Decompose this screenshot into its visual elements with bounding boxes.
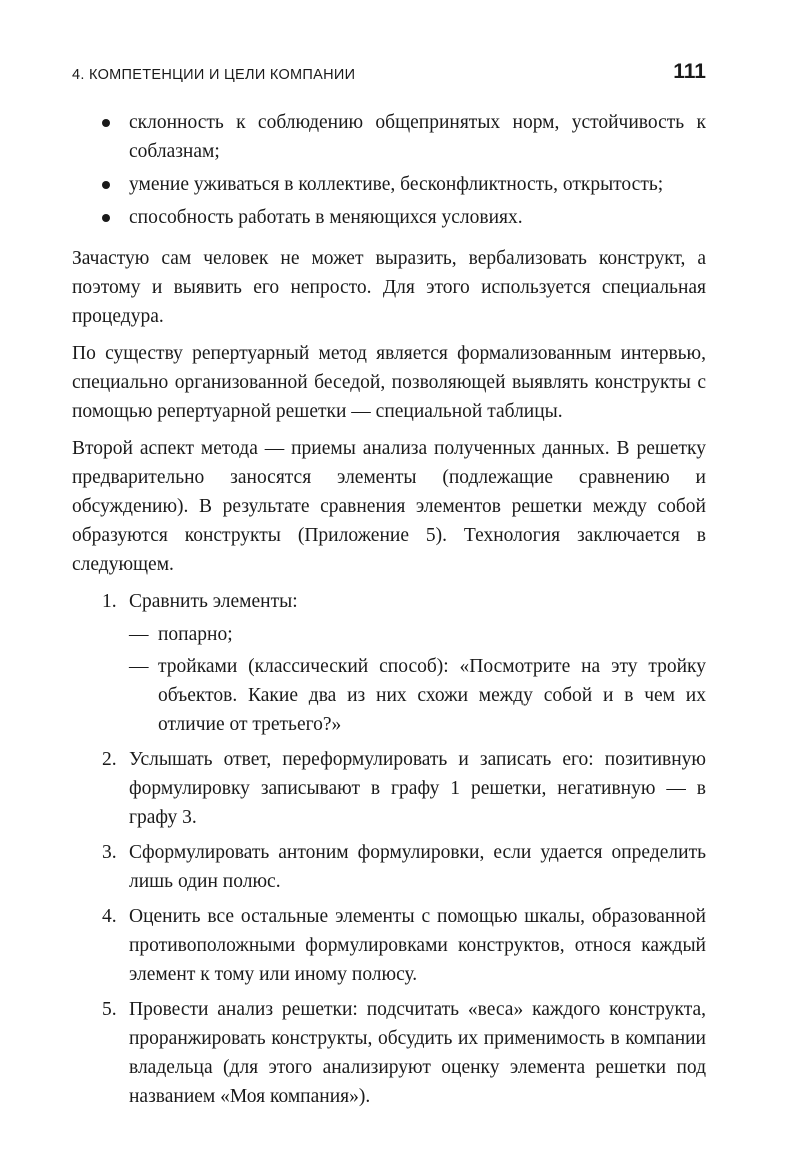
numbered-item [72,902,706,989]
item-text: Услышать ответ, переформулировать и записать его: позитивную формулировку записывают в графу 1 решетки, негативную — в графу 3. [129,749,706,828]
numbered-item [72,745,706,832]
bullet-icon [102,214,110,222]
dash-text: тройками (классический способ): «Посмотрите на эту тройку объектов. Какие два из них схожи между собой и в чем их отличие от третьего?» [158,656,706,735]
dash-text: попарно; [158,624,233,645]
bullet-icon [102,119,110,127]
item-text: Сформулировать антоним формулировки, если удается определить лишь один полюс. [129,842,706,892]
item-number: 2. [102,749,117,770]
dash-item [129,652,706,739]
dash-marker: — [129,624,149,645]
item-text: Провести анализ решетки: подсчитать «веса» каждого конструкта, проранжировать конструкты, обсудить их применимость в компании владельца (для этого анализируют оценку элемента решетки под названием «Моя компания»). [129,999,706,1107]
paragraph: Зачастую сам человек не может выразить, вербализовать конструкт, а поэтому и выявить его непросто. Для этого используется специальная процедура. [72,248,706,327]
item-number: 5. [102,999,117,1020]
page-number: 111 [673,60,706,83]
paragraph: Второй аспект метода — приемы анализа полученных данных. В решетку предварительно заносятся элементы (подлежащие сравнению и обсуждению). В результате сравнения элементов решетки между собой образуются конструкты (Приложение 5). Технология заключается в следующем. [72,438,706,575]
numbered-item [72,838,706,896]
item-number: 1. [102,591,117,612]
bullet-item [72,108,706,166]
bullet-text: склонность к соблюдению общепринятых норм, устойчивость к соблазнам; [129,112,706,162]
running-title: 4. КОМПЕТЕНЦИИ И ЦЕЛИ КОМПАНИИ [72,67,356,83]
bullet-text: умение уживаться в коллективе, бесконфликтность, открытость; [129,174,664,195]
dash-marker: — [129,656,149,677]
page-header [72,58,706,88]
item-number: 4. [102,906,117,927]
numbered-list [72,587,706,1111]
numbered-item [72,587,706,739]
page-body [72,108,706,1117]
item-number: 3. [102,842,117,863]
bullet-text: способность работать в меняющихся условиях. [129,207,523,228]
paragraph: По существу репертуарный метод является формализованным интервью, специально организованной беседой, позволяющей выявлять конструкты с помощью репертуарной решетки — специальной таблицы. [72,343,706,422]
item-text: Сравнить элементы: [129,591,298,612]
bullet-item [72,170,706,199]
item-text: Оценить все остальные элементы с помощью шкалы, образованной противоположными формулировками конструктов, относя каждый элемент к тому или иному полюсу. [129,906,706,985]
numbered-item [72,995,706,1111]
dash-item [129,620,706,649]
bullet-list [72,108,706,232]
dash-list [129,620,706,739]
bullet-icon [102,181,110,189]
bullet-item [72,203,706,232]
